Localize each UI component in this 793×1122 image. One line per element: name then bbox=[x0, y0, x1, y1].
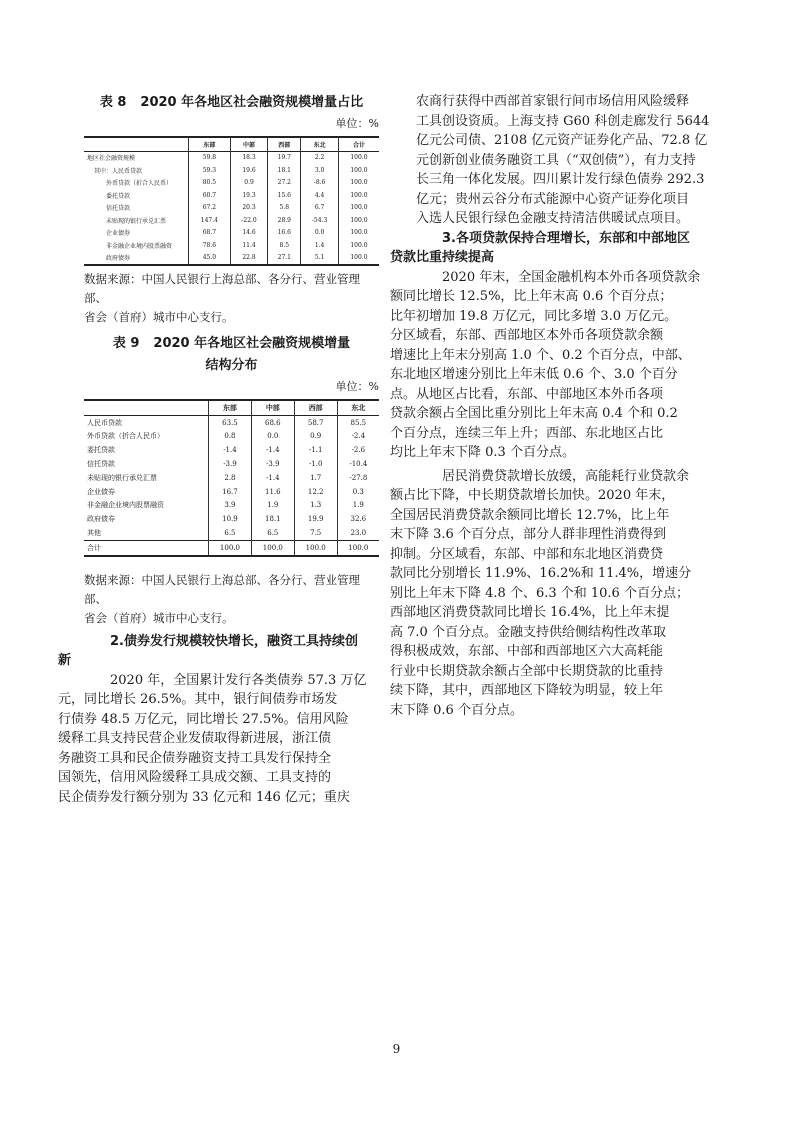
cell: 100.0 bbox=[338, 177, 379, 190]
cell: 59.8 bbox=[189, 151, 231, 164]
row-label: 未贴现的银行承兑汇票 bbox=[106, 217, 167, 225]
cell: 3.0 bbox=[301, 164, 339, 177]
table-row bbox=[84, 430, 379, 444]
cell: 63.5 bbox=[209, 415, 252, 429]
cell: 0.9 bbox=[294, 430, 337, 444]
row-label: 未贴现的银行承兑汇票 bbox=[87, 473, 157, 482]
cell: 8.5 bbox=[268, 239, 301, 252]
row-label: 其中：人民币贷款 bbox=[94, 167, 143, 175]
table8-header-cell: 中部 bbox=[230, 137, 268, 151]
cell: 60.7 bbox=[189, 189, 231, 202]
cell: 0.3 bbox=[337, 485, 379, 499]
table9-header-cell: 东北 bbox=[337, 400, 379, 415]
row-label: 政府债券 bbox=[106, 255, 131, 263]
section2-paragraph-left: 2020 年，全国累计发行各类债券 57.3 万亿 元，同比增长 26.5%。其中，银行间债券市场发 行债券 48.5 万亿元，同比增长 27.5%。信用风险 缓释工具支持民营企业发债取得新进展，浙江债 务融资工具和民企债券融资支持工具发行保持全 国领先，信用风险缓释工具成交额、工具支持的 民企债券发行额分别为 33 亿元和 146 亿元；重庆 bbox=[58, 672, 367, 805]
table-row bbox=[84, 499, 379, 513]
page-number: 9 bbox=[392, 1042, 401, 1056]
section3-paragraph-1: 2020 年末，全国金融机构本外币各项贷款余 额同比增长 12.5%，比上年末高 0.6 个百分点； 比年初增加 19.8 万亿元，同比多增 3.0 万亿元。 分区域看，东部、西部地区本外币各项贷款余额 增速比上年末分别高 1.0 个、0.2 个百分点，中部、 东北地区增速分别比上年末低 0.6 个、3.0 个百分 点。从地区占比看，东部、中部地区本外币各项 贷款余额占全国比重分别比上年末高 0.4 个和 0.2 个百分点，连续三年上升；西部、东北地区占比 均比上年末下降 0.3 个百分点。 bbox=[390, 269, 701, 460]
cell: 147.4 bbox=[189, 214, 231, 227]
cell: 68.7 bbox=[189, 227, 231, 240]
table9-header-cell: 西部 bbox=[294, 400, 337, 415]
cell: 5.8 bbox=[268, 202, 301, 215]
cell: 6.5 bbox=[209, 526, 252, 540]
section2-heading: 2.债券发行规模较快增长，融资工具持续创 新 bbox=[58, 633, 358, 669]
cell: 27.2 bbox=[268, 177, 301, 190]
cell: 23.0 bbox=[337, 526, 379, 540]
table-row bbox=[84, 214, 379, 227]
table-row bbox=[84, 164, 379, 177]
table9-unit: 单位：% bbox=[335, 380, 379, 393]
cell: -10.4 bbox=[337, 457, 379, 471]
cell: 7.5 bbox=[294, 526, 337, 540]
cell: 100.0 bbox=[338, 189, 379, 202]
cell: 20.3 bbox=[230, 202, 268, 215]
section3-heading: 3.各项贷款保持合理增长，东部和中部地区 贷款比重持续提高 bbox=[390, 230, 690, 265]
cell: -54.3 bbox=[301, 214, 339, 227]
row-label: 非金融企业境内股票融资 bbox=[106, 242, 173, 250]
right-column bbox=[390, 92, 713, 720]
cell: -1.4 bbox=[209, 443, 252, 457]
cell: 67.2 bbox=[189, 202, 231, 215]
cell: 6.7 bbox=[301, 202, 339, 215]
row-label: 人民币贷款 bbox=[87, 418, 122, 427]
table-row bbox=[84, 239, 379, 252]
table8-header-cell: 西部 bbox=[268, 137, 301, 151]
table8-header-cell: 东部 bbox=[189, 137, 231, 151]
cell: 100.0 bbox=[338, 202, 379, 215]
row-label: 政府债券 bbox=[87, 515, 115, 524]
table8-title: 表 8 2020 年各地区社会融资规模增量占比 bbox=[99, 95, 364, 110]
cell: 5.1 bbox=[301, 252, 339, 266]
row-label: 信托贷款 bbox=[87, 460, 115, 469]
table-row bbox=[84, 485, 379, 499]
table8 bbox=[84, 136, 379, 266]
cell: 18.3 bbox=[230, 151, 268, 164]
cell: 28.9 bbox=[268, 214, 301, 227]
cell: 78.6 bbox=[189, 239, 231, 252]
row-label: 非金融企业境内股票融资 bbox=[87, 501, 164, 510]
section3-paragraph-2: 居民消费贷款增长放缓，高能耗行业贷款余 额占比下降，中长期贷款增长加快。2020 年末， 全国居民消费贷款余额同比增长 12.7%，比上年 末下降 3.6 个百分点，部分人群非理性消费得到 抑制。分区域看，东部、中部和东北地区消费贷 款同比分别增长 11.9%、16.2%和 11.4%，增速分 别比上年末下降 4.8 个、6.3 个和 10.6 个百分点； 西部地区消费贷款同比增长 16.4%，比上年末提 高 7.0 个百分点。金融支持供给侧结构性改革取 得积极成效，东部、中部和西部地区六大高耗能 行业中长期贷款余额占全部中长期贷款的比重持 续下降，其中，西部地区下降较为明显，较上年 末下降 0.6 个百分点。 bbox=[390, 468, 692, 718]
cell: 12.2 bbox=[294, 485, 337, 499]
cell: 1.7 bbox=[294, 471, 337, 485]
cell: -22.0 bbox=[230, 214, 268, 227]
cell: -1.0 bbox=[294, 457, 337, 471]
table-row bbox=[84, 252, 379, 266]
cell: 0.9 bbox=[230, 177, 268, 190]
table-row bbox=[84, 457, 379, 471]
table-row bbox=[84, 526, 379, 540]
cell: 11.4 bbox=[230, 239, 268, 252]
table9-title: 表 9 2020 年各地区社会融资规模增量 结构分布 bbox=[112, 336, 351, 373]
table9-header-row bbox=[84, 400, 379, 415]
row-label: 地区社会融资规模 bbox=[87, 155, 136, 163]
row-label: 委托贷款 bbox=[106, 192, 131, 200]
cell: 58.7 bbox=[294, 415, 337, 429]
cell: 18.1 bbox=[251, 512, 294, 526]
cell: 100.0 bbox=[338, 227, 379, 240]
cell: 100.0 bbox=[338, 239, 379, 252]
table-row bbox=[84, 415, 379, 429]
cell: -1.4 bbox=[251, 471, 294, 485]
cell: 0.0 bbox=[251, 430, 294, 444]
cell: 100.0 bbox=[338, 164, 379, 177]
cell: 14.6 bbox=[230, 227, 268, 240]
cell: 0.0 bbox=[301, 227, 339, 240]
cell: -2.4 bbox=[337, 430, 379, 444]
cell: 3.9 bbox=[209, 499, 252, 513]
cell: 10.9 bbox=[209, 512, 252, 526]
table-row bbox=[84, 443, 379, 457]
table9 bbox=[84, 399, 379, 557]
cell: 0.8 bbox=[209, 430, 252, 444]
cell: 100.0 bbox=[251, 540, 294, 555]
cell: 19.9 bbox=[294, 512, 337, 526]
table8-source: 数据来源：中国人民银行上海总部、各分行、营业管理部、 省会（首府）城市中心支行。 bbox=[84, 272, 360, 324]
cell: 4.4 bbox=[301, 189, 339, 202]
row-label: 企业债券 bbox=[106, 230, 131, 238]
cell: 100.0 bbox=[209, 540, 252, 555]
cell: 100.0 bbox=[338, 151, 379, 164]
cell: 1.3 bbox=[294, 499, 337, 513]
table8-header-row bbox=[84, 137, 379, 151]
cell: 11.6 bbox=[251, 485, 294, 499]
cell: 22.8 bbox=[230, 252, 268, 266]
table8-header-cell: 合计 bbox=[338, 137, 379, 151]
cell: -3.9 bbox=[209, 457, 252, 471]
cell: 59.3 bbox=[189, 164, 231, 177]
cell: 18.1 bbox=[268, 164, 301, 177]
cell: -1.1 bbox=[294, 443, 337, 457]
cell: 1.9 bbox=[251, 499, 294, 513]
cell: 27.1 bbox=[268, 252, 301, 266]
cell: 19.6 bbox=[230, 164, 268, 177]
cell: 100.0 bbox=[337, 540, 379, 555]
table-row bbox=[84, 177, 379, 190]
cell: 16.7 bbox=[209, 485, 252, 499]
cell: 1.4 bbox=[301, 239, 339, 252]
table8-header-cell bbox=[84, 137, 189, 151]
row-label: 外币贷款（折合人民币） bbox=[87, 432, 164, 441]
cell: 19.7 bbox=[268, 151, 301, 164]
table-row bbox=[84, 512, 379, 526]
table-row bbox=[84, 227, 379, 240]
cell: 15.6 bbox=[268, 189, 301, 202]
cell: -3.9 bbox=[251, 457, 294, 471]
table-row bbox=[84, 202, 379, 215]
cell: 80.5 bbox=[189, 177, 231, 190]
row-label: 企业债券 bbox=[87, 487, 115, 496]
cell: 6.5 bbox=[251, 526, 294, 540]
table-total-row bbox=[84, 540, 379, 555]
row-label: 信托贷款 bbox=[106, 205, 131, 213]
table9-header-cell: 东部 bbox=[209, 400, 252, 415]
row-label: 其他 bbox=[87, 529, 101, 538]
cell: 100.0 bbox=[294, 540, 337, 555]
cell: 16.6 bbox=[268, 227, 301, 240]
cell: 45.0 bbox=[189, 252, 231, 266]
table8-unit: 单位：% bbox=[335, 117, 379, 130]
cell: 19.3 bbox=[230, 189, 268, 202]
cell: 2.8 bbox=[209, 471, 252, 485]
table-row bbox=[84, 471, 379, 485]
left-column bbox=[58, 92, 379, 807]
cell: 2.2 bbox=[301, 151, 339, 164]
cell: 85.5 bbox=[337, 415, 379, 429]
table9-header-cell bbox=[84, 400, 209, 415]
row-label: 合计 bbox=[87, 543, 101, 552]
row-label: 外币贷款（折合人民币） bbox=[106, 180, 173, 188]
cell: -8.6 bbox=[301, 177, 339, 190]
cell: -27.8 bbox=[337, 471, 379, 485]
cell: 100.0 bbox=[338, 214, 379, 227]
cell: 100.0 bbox=[338, 252, 379, 266]
cell: 1.9 bbox=[337, 499, 379, 513]
row-label: 委托贷款 bbox=[87, 446, 115, 455]
cell: 68.6 bbox=[251, 415, 294, 429]
cell: -2.6 bbox=[337, 443, 379, 457]
table-row bbox=[84, 151, 379, 164]
table8-header-cell: 东北 bbox=[301, 137, 339, 151]
cell: 32.6 bbox=[337, 512, 379, 526]
table-row bbox=[84, 189, 379, 202]
table9-source: 数据来源：中国人民银行上海总部、各分行、营业管理部、 省会（首府）城市中心支行。 bbox=[84, 572, 360, 625]
section2-paragraph-right: 农商行获得中西部首家银行间市场信用风险缓释 工具创设资质。上海支持 G60 科创走廊发行 5644 亿元公司债、2108 亿元资产证券化产品、72.8 亿 元创新创业债务融资工具（“双创债”），有力支持 长三角一体化发展。四川累计发行绿色债券 292.3 亿元；贵州云谷分布式能源中心资产证券化项目 入选人民银行绿色金融支持清洁供暖试点项目。 bbox=[416, 94, 710, 226]
table9-header-cell: 中部 bbox=[251, 400, 294, 415]
cell: -1.4 bbox=[251, 443, 294, 457]
